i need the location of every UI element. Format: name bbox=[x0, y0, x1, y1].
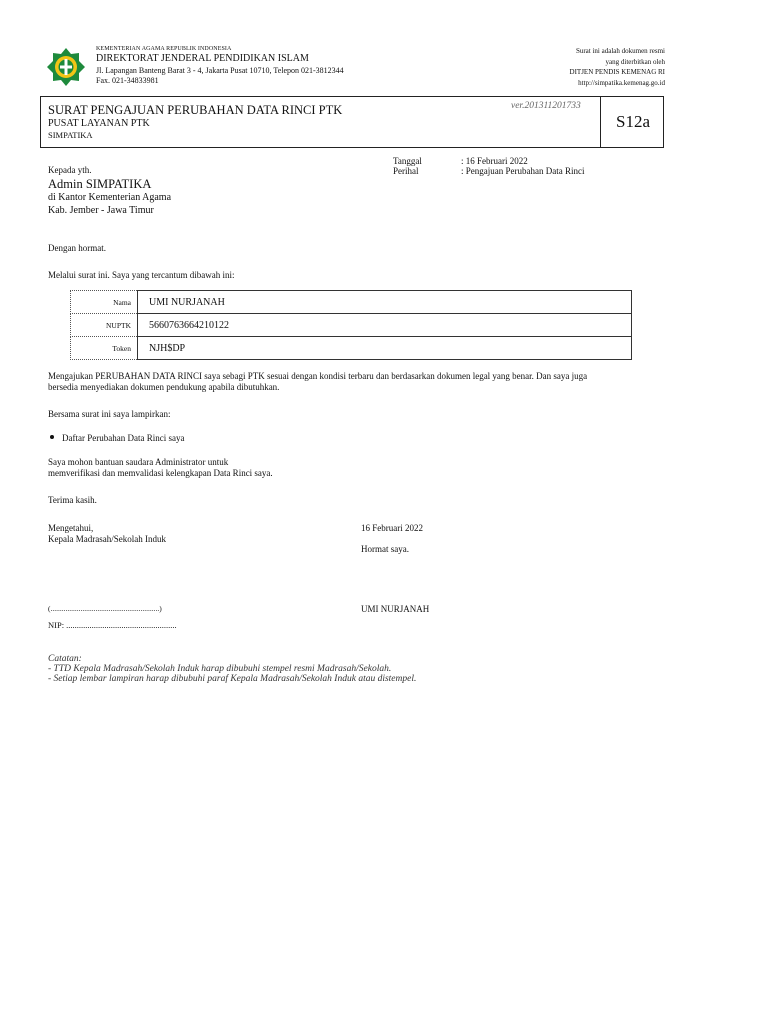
date-label: Tanggal bbox=[393, 156, 422, 166]
kemenag-emblem-icon bbox=[46, 47, 86, 87]
headmaster-nip-blank: NIP: .................................................... bbox=[48, 620, 177, 630]
headmaster-name-blank: (..........................................................) bbox=[48, 604, 162, 613]
attachments-intro: Bersama surat ini saya lampirkan: bbox=[48, 409, 171, 419]
note-line: Surat ini adalah dokumen resmi bbox=[575, 47, 665, 55]
table-value: NJH$DP bbox=[138, 337, 632, 360]
title-box bbox=[40, 96, 664, 148]
note-line: yang diterbitkan oleh bbox=[605, 57, 665, 66]
headmaster-label: Kepala Madrasah/Sekolah Induk bbox=[48, 534, 166, 544]
subject-value: : Pengajuan Perubahan Data Rinci bbox=[461, 166, 585, 176]
system-name: SIMPATIKA bbox=[48, 130, 93, 140]
statement-line: Mengajukan PERUBAHAN DATA RINCI saya sebagi PTK sesuai dengan kondisi terbaru dan berdasarkan dokumen legal yang benar. Dan saya juga bbox=[48, 371, 588, 381]
table-row bbox=[71, 314, 632, 337]
note-line: - Setiap lembar lampiran harap dibubuhi paraf Kepala Madrasah/Sekolah Induk atau distempel. bbox=[48, 674, 417, 684]
note-line: DITJEN PENDIS KEMENAG RI bbox=[569, 68, 665, 76]
recipient-region: Kab. Jember - Jawa Timur bbox=[48, 205, 154, 216]
notes-section bbox=[48, 654, 416, 684]
table-label: Token bbox=[71, 337, 138, 360]
notes-title: Catatan: bbox=[48, 654, 82, 664]
note-link[interactable]: http://simpatika.kemenag.go.id bbox=[578, 78, 665, 87]
note-line: - TTD Kepala Madrasah/Sekolah Induk harap dibubuhi stempel resmi Madrasah/Sekolah. bbox=[48, 664, 392, 674]
attachment-item: Daftar Perubahan Data Rinci saya bbox=[62, 433, 185, 443]
identity-table bbox=[70, 290, 632, 360]
table-row bbox=[71, 291, 632, 314]
office-fax: Fax. 021-34833981 bbox=[96, 76, 159, 85]
regards-label: Hormat saya. bbox=[361, 544, 409, 554]
subject-label: Perihal bbox=[393, 166, 419, 176]
recipient-office: di Kantor Kementerian Agama bbox=[48, 192, 172, 203]
date-value: : 16 Februari 2022 bbox=[461, 156, 528, 166]
applicant-name: UMI NURJANAH bbox=[361, 604, 430, 614]
table-value: 5660763664210122 bbox=[138, 314, 632, 337]
directorate-name: DIREKTORAT JENDERAL PENDIDIKAN ISLAM bbox=[96, 53, 309, 64]
salutation: Kepada yth. bbox=[48, 165, 92, 175]
greeting: Dengan hormat. bbox=[48, 243, 106, 253]
statement-line: bersedia menyediakan dokumen pendukung apabila dibutuhkan. bbox=[48, 382, 280, 392]
official-document-note bbox=[465, 46, 665, 88]
thanks-text: Terima kasih. bbox=[48, 495, 97, 505]
recipient-name: Admin SIMPATIKA bbox=[48, 177, 152, 191]
office-address: Jl. Lapangan Banteng Barat 3 - 4, Jakarta Pusat 10710, Telepon 021-3812344 bbox=[96, 66, 344, 75]
form-code: S12a bbox=[600, 96, 665, 148]
table-label: Nama bbox=[71, 291, 138, 314]
letter-title: SURAT PENGAJUAN PERUBAHAN DATA RINCI PTK bbox=[48, 103, 343, 117]
intro-text: Melalui surat ini. Saya yang tercantum dibawah ini: bbox=[48, 270, 235, 280]
table-label: NUPTK bbox=[71, 314, 138, 337]
ministry-name: KEMENTERIAN AGAMA REPUBLIK INDONESIA bbox=[96, 46, 232, 52]
request-line: memverifikasi dan memvalidasi kelengkapan Data Rinci saya. bbox=[48, 468, 273, 478]
bullet-icon bbox=[50, 435, 54, 439]
table-row bbox=[71, 337, 632, 360]
signature-date: 16 Februari 2022 bbox=[361, 523, 423, 533]
letter-subtitle: PUSAT LAYANAN PTK bbox=[48, 118, 150, 129]
request-line: Saya mohon bantuan saudara Administrator untuk bbox=[48, 457, 229, 467]
version-label: ver.201311201733 bbox=[511, 101, 581, 111]
acknowledged-label: Mengetahui, bbox=[48, 523, 94, 533]
table-value: UMI NURJANAH bbox=[138, 291, 632, 314]
